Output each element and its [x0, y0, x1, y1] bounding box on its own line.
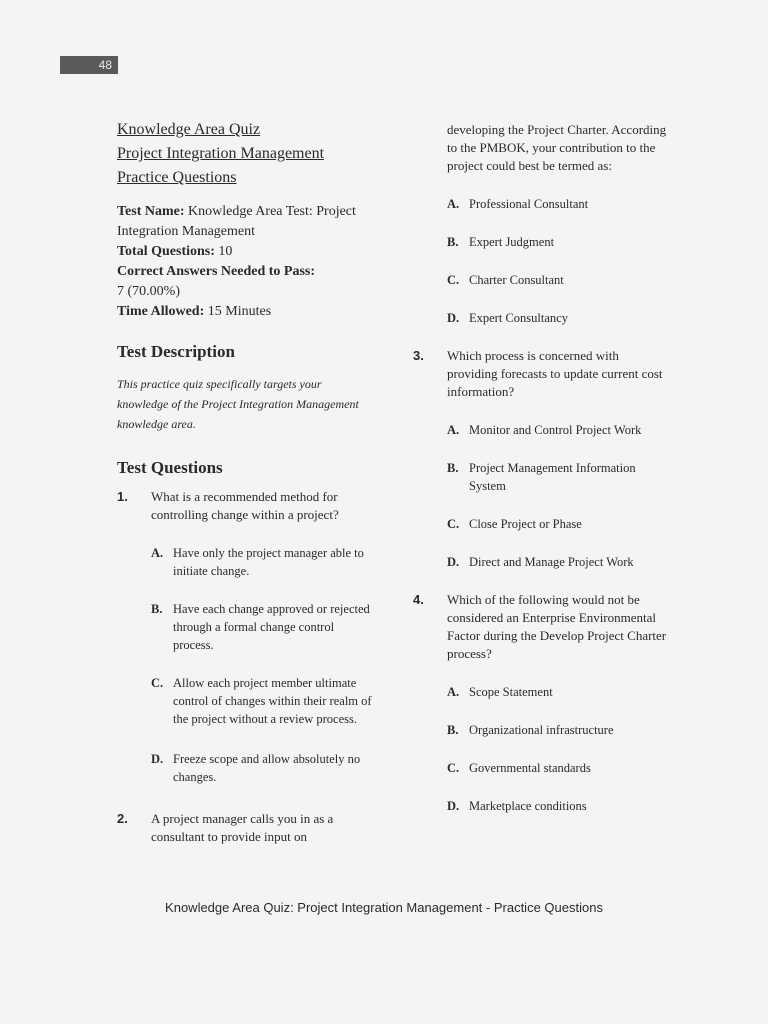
q4-option-b: B. Organizational infrastructure — [447, 723, 614, 737]
question-number: 1. — [117, 489, 128, 504]
question-text: Which of the following would not be considered an Enterprise Environmental Factor during the Develop Project Charter process? — [447, 592, 667, 661]
q4-option-c: C. Governmental standards — [447, 761, 591, 775]
q3-option-c: C. Close Project or Phase — [447, 517, 582, 531]
q2-option-c: C. Charter Consultant — [447, 273, 564, 287]
title-line-1: Knowledge Area Quiz — [117, 121, 261, 138]
question-2-continued — [413, 121, 669, 175]
q3-option-b: B. Project Management Information System — [447, 461, 636, 493]
question-1 — [117, 488, 373, 524]
time-allowed: Time Allowed: 15 Minutes — [117, 304, 272, 319]
q1-option-d: D. Freeze scope and allow absolutely no changes. — [151, 752, 361, 784]
test-meta — [117, 202, 373, 322]
title-line-2: Project Integration Management — [117, 145, 325, 162]
correct-needed-value: 7 (70.00%) — [117, 284, 180, 299]
q2-option-b: B. Expert Judgment — [447, 235, 555, 249]
question-text: What is a recommended method for controlling change within a project? — [151, 489, 339, 522]
q1-option-c: C. Allow each project member ultimate control of changes within their realm of the project without a review process. — [151, 676, 372, 726]
q2-option-a: A. Professional Consultant — [447, 197, 589, 211]
question-text-continued: developing the Project Charter. According to the PMBOK, your contribution to the project could best be termed as: — [447, 122, 667, 173]
question-number: 4. — [413, 592, 424, 607]
correct-needed-label: Correct Answers Needed to Pass: — [117, 264, 316, 279]
test-questions-heading: Test Questions — [117, 458, 223, 477]
question-text: A project manager calls you in as a consultant to provide input on — [151, 811, 334, 844]
q4-option-d: D. Marketplace conditions — [447, 799, 587, 813]
question-4 — [413, 591, 669, 663]
q4-option-a: A. Scope Statement — [447, 685, 553, 699]
q3-option-d: D. Direct and Manage Project Work — [447, 555, 634, 569]
question-number: 3. — [413, 348, 424, 363]
test-description: This practice quiz specifically targets your knowledge of the Project Integration Management knowledge area. — [117, 377, 359, 431]
question-2 — [117, 810, 373, 846]
page-number: 48 — [60, 56, 118, 74]
question-number: 2. — [117, 811, 128, 826]
q3-option-a: A. Monitor and Control Project Work — [447, 423, 642, 437]
q2-option-d: D. Expert Consultancy — [447, 311, 568, 325]
page-footer: Knowledge Area Quiz: Project Integration Management - Practice Questions — [165, 900, 603, 915]
q1-option-b: B. Have each change approved or rejected through a formal change control process. — [151, 602, 370, 652]
total-questions: Total Questions: 10 — [117, 244, 233, 259]
question-text: Which process is concerned with providing forecasts to update current cost information? — [447, 348, 663, 399]
question-3 — [413, 347, 669, 401]
left-column — [117, 118, 373, 846]
test-name: Test Name: Knowledge Area Test: Project Integration Management — [117, 204, 356, 239]
title-line-3: Practice Questions — [117, 169, 237, 186]
test-description-heading: Test Description — [117, 342, 235, 361]
right-column — [413, 121, 669, 815]
q1-option-a: A. Have only the project manager able to initiate change. — [151, 546, 364, 578]
